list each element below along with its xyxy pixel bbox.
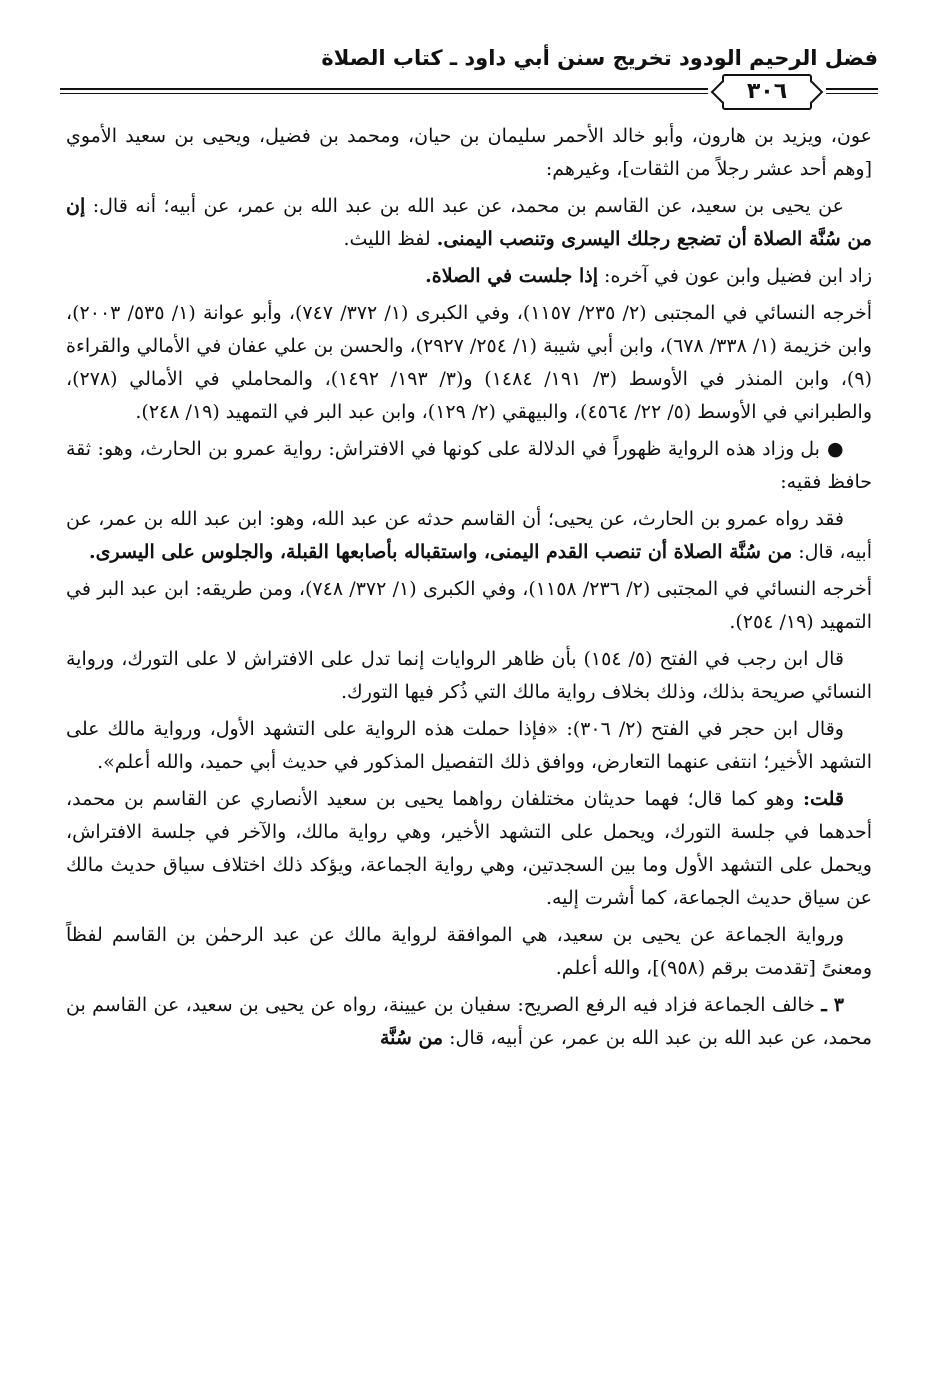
text-run: بل وزاد هذه الرواية ظهوراً في الدلالة على كونها في الافتراش: رواية عمرو بن الحارث، وهو: ثقة حافظ فقيه: xyxy=(66,438,872,493)
paragraph xyxy=(66,120,872,186)
running-title: فضل الرحيم الودود تخريج سنن أبي داود ـ كتاب الصلاة xyxy=(321,46,878,70)
bold-text-run: ٣ ـ xyxy=(821,994,844,1016)
page-header xyxy=(60,40,878,112)
bold-text-run: إن من سُنَّة الصلاة أن تضجع رجلك اليسرى وتنصب اليمنى. xyxy=(66,195,872,250)
text-run: زاد ابن فضيل وابن عون في آخره: xyxy=(598,265,872,287)
paragraph xyxy=(66,573,872,639)
paragraph xyxy=(66,919,872,985)
text-run: ورواية الجماعة عن يحيى بن سعيد، هي الموافقة لرواية مالك عن عبد الرحمٰن بن القاسم لفظاً ومعنىً [تقدمت برقم (٩٥٨)]، والله أعلم. xyxy=(66,924,872,979)
paragraph xyxy=(66,783,872,915)
text-run: فقد رواه عمرو بن الحارث، عن يحيى؛ أن القاسم حدثه عن عبد الله، وهو: ابن عبد الله بن عمر، عن أبيه، قال: xyxy=(66,508,872,563)
paragraph xyxy=(66,713,872,779)
text-run: أخرجه النسائي في المجتبى (٢/ ٢٣٦/ ١١٥٨)، وفي الكبرى (١/ ٣٧٢/ ٧٤٨)، ومن طريقه: ابن عبد البر في التمهيد (١٩/ ٢٥٤). xyxy=(66,578,872,633)
bold-text-run: إذا جلست في الصلاة. xyxy=(425,265,598,287)
bold-text-run: من سُنَّة الصلاة أن تنصب القدم اليمنى، واستقباله بأصابعها القبلة، والجلوس على اليسرى. xyxy=(89,541,793,563)
text-run: عون، ويزيد بن هارون، وأبو خالد الأحمر سليمان بن حيان، ومحمد بن فضيل، ويحيى بن سعيد الأموي [وهم أحد عشر رجلاً من الثقات]، وغيرهم: xyxy=(66,125,872,180)
text-run: خالف الجماعة فزاد فيه الرفع الصريح: سفيان بن عيينة، رواه عن يحيى بن سعيد، عن القاسم بن محمد، عن عبد الله بن عبد الله بن عمر، عن أبيه، قال: xyxy=(66,994,872,1049)
bold-text-run: قلت: xyxy=(802,788,844,810)
text-run: أخرجه النسائي في المجتبى (٢/ ٢٣٥/ ١١٥٧)، وفي الكبرى (١/ ٣٧٢/ ٧٤٧)، وأبو عوانة (١/ ٥٣٥/ ٢٠٠٣)، وابن خزيمة (١/ ٣٣٨/ ٦٧٨)، وابن أبي شيبة (١/ ٢٥٤/ ٢٩٢٧)، والحسن بن علي عفان في الأمالي والقراءة (٩)، وابن المنذر في الأوسط (٣/ ١٩١/ ١٤٨٤) و(٣/ ١٩٣/ ١٤٩٢)، والمحاملي في الأمالي (٢٧٨)، والطبراني في الأوسط (٥/ ٢٢/ ٤٥٦٤)، والبيهقي (٢/ ١٢٩)، وابن عبد البر في التمهيد (١٩/ ٢٤٨). xyxy=(66,302,872,423)
paragraph xyxy=(66,503,872,569)
paragraph xyxy=(66,260,872,293)
text-run: قال ابن رجب في الفتح (٥/ ١٥٤) بأن ظاهر الروايات إنما تدل على الافتراش لا على التورك، ورواية النسائي صريحة بذلك، وذلك بخلاف رواية مالك التي ذُكر فيها التورك. xyxy=(66,648,872,703)
text-run: وقال ابن حجر في الفتح (٢/ ٣٠٦): «فإذا حملت هذه الرواية على التشهد الأول، ورواية مالك على التشهد الأخير؛ انتفى عنهما التعارض، ووافق ذلك التفصيل المذكور في حديث أبي حميد، والله أعلم». xyxy=(66,718,872,773)
page-number-box xyxy=(708,72,826,110)
text-run: عن يحيى بن سعيد، عن القاسم بن محمد، عن عبد الله بن عبد الله بن عمر، عن أبيه؛ أنه قال: xyxy=(85,195,844,217)
page-body xyxy=(66,120,872,1059)
paragraph xyxy=(66,643,872,709)
bold-text-run: ● xyxy=(819,438,844,460)
paragraph xyxy=(66,190,872,256)
paragraph xyxy=(66,433,872,499)
paragraph xyxy=(66,297,872,429)
text-run: وهو كما قال؛ فهما حديثان مختلفان رواهما يحيى بن سعيد الأنصاري عن القاسم بن محمد، أحدهما في جلسة التورك، ويحمل على التشهد الأخير، وهي رواية مالك، والآخر في جلسة الافتراش، ويحمل على التشهد الأول وما بين السجدتين، وهي رواية الجماعة، ويؤكد ذلك اختلاف سياق حديث مالك عن سياق حديث الجماعة، كما أشرت إليه. xyxy=(66,788,872,909)
bold-text-run: من سُنَّة xyxy=(379,1027,444,1049)
text-run: لفظ الليث. xyxy=(343,228,437,250)
paragraph xyxy=(66,989,872,1055)
page-number: ٣٠٦ xyxy=(722,74,812,110)
